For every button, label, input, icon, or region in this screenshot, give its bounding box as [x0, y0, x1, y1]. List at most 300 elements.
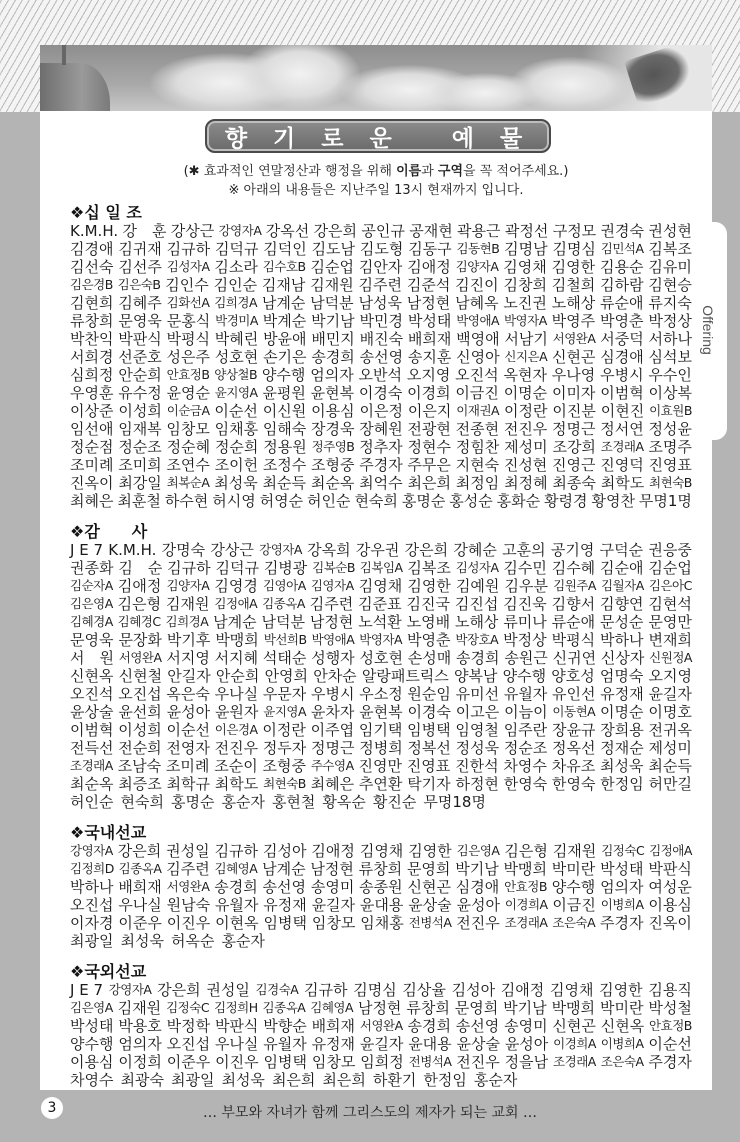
donor-name: 김복임A — [359, 560, 403, 575]
donor-name: 양수행 — [70, 1035, 114, 1053]
donor-name: 엄의자 — [118, 1035, 162, 1053]
donor-name: 정병희 — [359, 739, 403, 757]
diamond-bullet-icon: ❖ — [70, 823, 85, 842]
donor-name: 김예원 — [455, 577, 500, 595]
name-row — [70, 384, 692, 402]
donor-name: 조경래A — [600, 439, 644, 454]
donor-name: 김재남 — [261, 276, 306, 294]
donor-name: 최성욱 — [214, 474, 258, 492]
donor-name: 전종현 — [455, 420, 500, 438]
donor-name: 조미례 — [70, 456, 114, 474]
donor-name: 김창희 — [503, 276, 547, 294]
name-row — [70, 1017, 692, 1035]
donor-name: 김은영A — [70, 1000, 113, 1015]
donor-name: 문영욱 — [118, 312, 162, 330]
name-row — [70, 793, 692, 811]
donor-name: 우영훈 — [70, 384, 114, 402]
donor-name: 조순이 — [214, 757, 258, 775]
donor-name: 강영자A — [70, 843, 113, 858]
name-row — [70, 456, 692, 474]
donor-name: 오지영 — [406, 366, 451, 384]
donor-name: 이은정 — [359, 402, 404, 420]
donor-name: 박정상 — [503, 631, 547, 649]
donor-name: 김영자A — [310, 578, 354, 593]
donor-name: 송경희 — [311, 348, 355, 366]
donor-name: 김정숙C — [601, 843, 645, 858]
donor-name: 이순선 — [166, 721, 211, 739]
donor-name: 김영채 — [549, 981, 594, 999]
donor-name: 심경애 — [455, 878, 500, 896]
donor-name: 정주영B — [311, 439, 355, 454]
donor-name: 이경희 — [407, 384, 451, 402]
donor-name: 엄의자 — [600, 878, 644, 896]
donor-name: 송선영 — [262, 878, 307, 896]
donor-name: 옥은숙 — [166, 685, 210, 703]
donor-name: 김덕규 — [214, 240, 259, 258]
donor-name: 윤성아 — [456, 896, 500, 914]
donor-name: 배희재 — [311, 1017, 356, 1035]
donor-name: 현숙희 — [354, 492, 398, 510]
donor-name: 강옥선 — [265, 222, 310, 240]
donor-name: 홍순자 — [221, 932, 265, 950]
donor-name: 김소라 — [214, 258, 258, 276]
donor-name: 조연수 — [166, 456, 210, 474]
donor-name: 곽정선 — [504, 222, 549, 240]
donor-name: 김진이 — [455, 276, 499, 294]
donor-name: 김규하 — [166, 240, 211, 258]
donor-name: 윤상술 — [408, 896, 452, 914]
donor-name: 송선영 — [359, 348, 404, 366]
donor-name: 김향연 — [600, 595, 644, 613]
section-heading — [70, 522, 692, 541]
donor-name: 최종숙 — [552, 474, 596, 492]
donor-name: 오진석 — [455, 366, 499, 384]
name-row — [70, 312, 692, 330]
donor-name: 탁기자 — [407, 775, 451, 793]
donor-name: 여성운 — [648, 878, 692, 896]
donor-name: 정복선 — [407, 739, 451, 757]
donor-name: 이성희 — [118, 721, 162, 739]
donor-name: 김선주 — [118, 258, 162, 276]
donor-name: 박맹희 — [503, 860, 547, 878]
donor-name: 장혜원 — [359, 420, 403, 438]
donor-name: 윤선희 — [118, 703, 162, 721]
donor-name: 성호현 — [359, 649, 403, 667]
sky-banner-image — [40, 45, 712, 111]
donor-name: 김인순 — [213, 276, 258, 294]
donor-name: 최은희 — [322, 1071, 366, 1089]
name-row — [70, 276, 692, 294]
donor-name: 김종옥A — [118, 861, 162, 876]
donor-name: 진성현 — [503, 456, 548, 474]
donor-name: 강상근 — [170, 222, 215, 240]
donor-name: 김재원 — [117, 999, 162, 1017]
donor-name: 김명남 — [504, 240, 548, 258]
donor-name: 주수영A — [310, 758, 354, 773]
donor-name: 우나실 — [214, 1035, 259, 1053]
donor-name: 이경숙 — [358, 384, 403, 402]
donor-name: 공인규 — [361, 222, 405, 240]
name-row — [70, 366, 692, 384]
donor-name: 김준석 — [406, 276, 451, 294]
donor-name: 김영채 — [359, 842, 404, 860]
donor-name: 황령경 — [544, 492, 588, 510]
donor-name: 김철희 — [551, 276, 596, 294]
donor-name: 최광일 — [70, 932, 114, 950]
donor-name: 남덕분 — [310, 294, 354, 312]
donor-name: 최순옥 — [310, 474, 355, 492]
name-row — [70, 402, 692, 420]
donor-name: 윤영순 — [166, 384, 211, 402]
donor-name: 알랑패트릭스 — [361, 667, 449, 685]
name-row — [70, 258, 692, 276]
donor-name: 공기영 — [550, 541, 595, 559]
donor-name: 임선애 — [70, 420, 114, 438]
donor-name: 하정현 — [455, 775, 499, 793]
donor-name: 공재현 — [409, 222, 453, 240]
donor-name: 김수민 — [503, 559, 547, 577]
donor-name: 황영찬 — [591, 492, 635, 510]
donor-name: 노해상 — [454, 613, 499, 631]
donor-name: 이재권A — [456, 403, 500, 418]
name-row — [70, 438, 692, 456]
donor-name: 김영경 — [214, 577, 258, 595]
donor-name: 조명주 — [648, 438, 692, 456]
name-row — [70, 541, 692, 559]
donor-name: 윤현복 — [310, 384, 355, 402]
donor-name: 노영배 — [406, 613, 451, 631]
donor-name: 김경애 — [70, 240, 114, 258]
donor-name: 최학규 — [166, 775, 211, 793]
donor-name: 최광숙 — [120, 1071, 164, 1089]
donor-name: 김희경A — [165, 614, 209, 629]
donor-name: 김현승 — [648, 276, 692, 294]
donor-name: 이고은 — [455, 703, 500, 721]
donor-name: 최학도 — [214, 775, 259, 793]
donor-name: 방윤애 — [263, 330, 307, 348]
donor-name: 최증조 — [118, 775, 162, 793]
donor-name: 박성철 — [648, 999, 692, 1017]
donor-name: 김덕인 — [263, 240, 307, 258]
donor-name: 유수정 — [118, 384, 162, 402]
donor-name: 이동현A — [552, 704, 596, 719]
section-title: 감 사 — [84, 522, 148, 541]
donor-name: 김성아 — [451, 981, 496, 999]
donor-name: 박선희B — [263, 632, 307, 647]
donor-name: 김민석A — [600, 241, 644, 256]
donor-name: 남정현 — [357, 999, 402, 1017]
donor-name: 서영완A — [552, 331, 596, 346]
donor-name: 무명18명 — [423, 793, 486, 811]
donor-name: 우소정 — [359, 685, 403, 703]
donor-name: 이진우 — [166, 914, 211, 932]
donor-name: 진한석 — [455, 757, 499, 775]
name-row — [70, 703, 692, 721]
offering-lists — [70, 203, 692, 1101]
donor-name: 류창희 — [406, 999, 450, 1017]
donor-name: 이용심 — [311, 402, 355, 420]
donor-name: 박평식 — [551, 631, 596, 649]
donor-name: 이상준 — [70, 402, 114, 420]
donor-name: 성행자 — [311, 649, 355, 667]
donor-name: 엄명숙 — [599, 667, 644, 685]
donor-name: 이효원B — [649, 403, 692, 418]
donor-name: 김원주A — [553, 578, 596, 593]
donor-name: 김주련 — [358, 276, 403, 294]
donor-name: 송선영 — [455, 1017, 500, 1035]
donor-name: 허시영 — [212, 492, 256, 510]
donor-name: 한영숙 — [503, 775, 548, 793]
side-tab-label: Offering — [700, 305, 717, 355]
donor-name: 신원정A — [649, 650, 692, 665]
donor-name: 이진분 — [552, 402, 596, 420]
donor-name: 심석보 — [648, 348, 692, 366]
donor-name: 이순금A — [166, 403, 210, 418]
donor-name: 김경숙A — [255, 982, 299, 997]
name-row — [70, 474, 692, 492]
name-row — [70, 294, 692, 312]
donor-name: 박평식 — [166, 330, 211, 348]
donor-name: 조경래A — [553, 1054, 596, 1069]
donor-name: 박경미A — [215, 313, 258, 328]
donor-name: 이성희 — [118, 402, 162, 420]
donor-name: 김화선A — [166, 295, 210, 310]
donor-name: 홍화순 — [496, 492, 541, 510]
donor-name: 이주엽 — [310, 721, 355, 739]
donor-name: 김수혜 — [551, 559, 596, 577]
donor-name: 최억수 — [359, 474, 403, 492]
donor-name: 임희정 — [360, 1053, 404, 1071]
donor-name: 윤대용 — [408, 1035, 452, 1053]
donor-name: 김주련 — [309, 595, 354, 613]
donor-name: 최성욱 — [120, 932, 164, 950]
donor-name: 박성태 — [70, 1017, 114, 1035]
donor-name: 문영희 — [406, 860, 451, 878]
donor-name: 진영만 — [358, 757, 402, 775]
donor-name: 최현숙B — [649, 475, 692, 490]
donor-name: 이순선 — [214, 402, 258, 420]
donor-name: 김도형 — [359, 240, 404, 258]
donor-name: 박기남 — [455, 860, 499, 878]
donor-name: 김은영A — [70, 596, 113, 611]
donor-name: 김덕규 — [215, 559, 259, 577]
donor-name: 문홍식 — [166, 312, 211, 330]
donor-name: 김은숙B — [117, 277, 161, 292]
donor-name: 양수행 — [261, 366, 306, 384]
donor-name: 최훈철 — [117, 492, 161, 510]
donor-name: 김명심 — [353, 981, 397, 999]
donor-name: 장희용 — [600, 721, 644, 739]
donor-name: 강명숙 — [161, 541, 206, 559]
donor-name: 황옥순 — [322, 793, 366, 811]
offering-section — [70, 823, 692, 950]
donor-name: 정두자 — [262, 739, 307, 757]
donor-name: 우나영 — [551, 366, 596, 384]
donor-name: 박영애A — [456, 313, 500, 328]
donor-name: 정순희 — [214, 438, 259, 456]
donor-name: 권종화 — [70, 559, 114, 577]
donor-name: 김영아A — [262, 578, 306, 593]
section-title: 십 일 조 — [84, 203, 142, 222]
donor-name: 이은경A — [214, 722, 258, 737]
donor-name: 김순업 — [310, 258, 354, 276]
donor-name: 유정재 — [311, 1035, 356, 1053]
donor-name: 김재원 — [166, 595, 210, 613]
donor-name: 신현철 — [118, 667, 163, 685]
diamond-bullet-icon: ❖ — [70, 203, 85, 222]
name-row — [70, 914, 692, 932]
notice-line: (✱ 효과적인 연말정산과 행정을 위해 이름과 구역을 꼭 적어주세요.) — [183, 164, 569, 179]
donor-name: 서영완A — [166, 879, 210, 894]
donor-name: 제성미 — [504, 438, 548, 456]
donor-name: 최순옥 — [70, 775, 114, 793]
donor-name: 윤길자 — [311, 896, 356, 914]
donor-name: 강상근 — [210, 541, 254, 559]
donor-name: 박기남 — [311, 312, 355, 330]
donor-name: 박판식 — [648, 860, 692, 878]
donor-name: 김규하 — [304, 981, 348, 999]
donor-name: 이용심 — [648, 896, 692, 914]
donor-name: 진영표 — [648, 456, 692, 474]
donor-name: 허인순 — [307, 492, 351, 510]
donor-name: 김정희H — [214, 1000, 258, 1015]
donor-name: 윤상술 — [70, 703, 114, 721]
donor-name: 이병희A — [600, 897, 644, 912]
donor-name: 김정애A — [214, 596, 258, 611]
donor-name: 박정상 — [648, 312, 692, 330]
donor-name: 문성순 — [600, 613, 644, 631]
donor-name: 이미자 — [551, 384, 596, 402]
donor-name: 김혜영A — [214, 861, 258, 876]
donor-name: 남계순 — [213, 613, 257, 631]
donor-name: 윤지영A — [214, 385, 258, 400]
donor-name: 홍순자 — [221, 793, 265, 811]
donor-name: 김동현B — [456, 241, 500, 256]
page-title: 향 기 로 운 예 물 — [205, 119, 551, 153]
donor-name: 윤길자 — [359, 1035, 404, 1053]
name-row — [70, 932, 692, 950]
donor-name: 김수호B — [262, 259, 306, 274]
donor-name: 주무은 — [407, 456, 451, 474]
donor-name: 김영한 — [599, 981, 643, 999]
donor-name: 조미례 — [165, 757, 210, 775]
donor-name: 조경래A — [504, 915, 548, 930]
donor-name: 안차순 — [313, 667, 357, 685]
donor-name: 정순조 — [503, 739, 548, 757]
donor-name: 임병택 — [263, 1053, 307, 1071]
donor-name: 강혜순 — [453, 541, 497, 559]
donor-name: 장경욱 — [311, 420, 355, 438]
donor-name: 노해상 — [551, 294, 596, 312]
donor-name: 박향순 — [263, 1017, 307, 1035]
offering-section — [70, 962, 692, 1089]
donor-name: K.M.H. — [70, 222, 119, 240]
donor-name: 서하나 — [648, 330, 692, 348]
donor-name: 전귀옥 — [648, 721, 692, 739]
donor-name: 김정애A — [649, 843, 692, 858]
donor-name: 석태순 — [262, 649, 307, 667]
donor-name: 강은희 — [157, 981, 201, 999]
donor-name: 박판식 — [214, 1017, 259, 1035]
donor-name: 김혜주 — [118, 294, 162, 312]
name-row — [70, 878, 692, 896]
donor-name: 임창모 — [311, 914, 356, 932]
donor-name: 김규하 — [167, 559, 211, 577]
donor-name: 하수현 — [164, 492, 209, 510]
donor-name: 배민지 — [311, 330, 355, 348]
donor-name: 정순혜 — [166, 438, 211, 456]
donor-name: 김월자A — [601, 578, 644, 593]
donor-name: 최광일 — [170, 1071, 215, 1089]
donor-name: 양호성 — [551, 667, 595, 685]
donor-name: 전순희 — [118, 739, 162, 757]
offering-section — [70, 203, 692, 510]
section-heading — [70, 962, 692, 981]
donor-name: 이범혁 — [600, 384, 644, 402]
donor-name: 이정란 — [503, 402, 548, 420]
donor-name: 남정현 — [406, 294, 451, 312]
donor-name: 최복순A — [166, 475, 210, 490]
donor-name: 임채홍 — [360, 914, 404, 932]
donor-name: 이용심 — [70, 1053, 114, 1071]
donor-name: 김종옥A — [262, 1000, 306, 1015]
donor-name: 안효정B — [166, 367, 210, 382]
donor-name: 조형중 — [262, 757, 307, 775]
donor-name: 전광현 — [407, 420, 451, 438]
donor-name: 구덕순 — [599, 541, 644, 559]
donor-name: 정추자 — [359, 438, 403, 456]
donor-name: 안효정B — [649, 1018, 692, 1033]
name-row — [70, 330, 692, 348]
donor-name: 황진순 — [372, 793, 417, 811]
donor-name: 박판식 — [118, 330, 162, 348]
name-row — [70, 492, 692, 510]
name-row — [70, 667, 692, 685]
donor-name: 김은경B — [70, 277, 113, 292]
donor-name: 김성자A — [455, 560, 499, 575]
donor-name: 권경숙 — [600, 222, 645, 240]
donor-name: 이병희A — [600, 1036, 644, 1051]
donor-name: 송영미 — [310, 878, 355, 896]
donor-name: 허인순 — [70, 793, 114, 811]
donor-name: 임주란 — [503, 721, 548, 739]
donor-name: 이금진 — [455, 384, 499, 402]
donor-name: 권응중 — [648, 541, 692, 559]
donor-name: 심희정 — [70, 366, 114, 384]
donor-name: 홍명순 — [170, 793, 215, 811]
donor-name: 이순선 — [648, 1035, 692, 1053]
donor-name: 임해숙 — [262, 420, 307, 438]
donor-name: 우병시 — [600, 366, 644, 384]
donor-name: 송경희 — [214, 878, 258, 896]
donor-name: 윤성아 — [166, 703, 211, 721]
donor-name: 김애정 — [500, 981, 545, 999]
donor-name: 진옥이 — [70, 474, 114, 492]
donor-name: 류지숙 — [648, 294, 692, 312]
name-row — [70, 559, 692, 577]
donor-name: 김양자A — [166, 578, 210, 593]
donor-name: 최정혜 — [504, 474, 548, 492]
donor-name: 김용순 — [600, 258, 644, 276]
name-row — [70, 240, 692, 258]
name-row — [70, 685, 692, 703]
donor-name: 김혜경C — [117, 614, 161, 629]
donor-name: 정서연 — [600, 420, 644, 438]
donor-name: 우나실 — [118, 896, 162, 914]
donor-name: 정용원 — [263, 438, 307, 456]
donor-name: 류미나 — [503, 613, 547, 631]
donor-name: 조강희 — [552, 438, 596, 456]
